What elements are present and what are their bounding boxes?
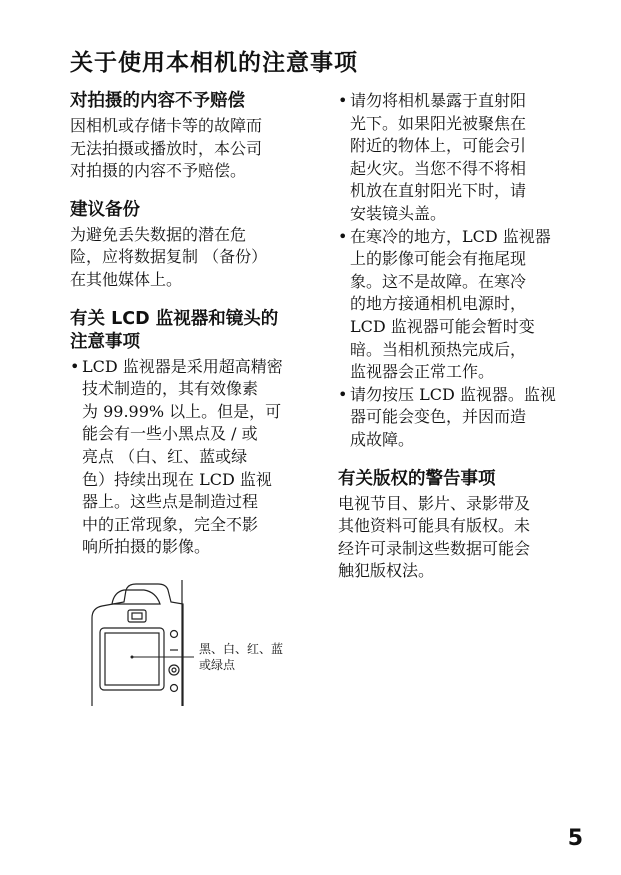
left-column xyxy=(70,90,315,559)
right-column xyxy=(338,90,578,583)
section-heading-lcd xyxy=(70,308,315,354)
text-line: 无法拍摄或播放时，本公司 xyxy=(70,138,263,158)
list-item-lcd-pixels: • LCD 监视器是采用超高精密 技术制造的，其有效像素 为 99.99% 以上。但是，可 能会有一些小黑点及 / 或 亮点 （白、红、蓝或绿 色）持续出现在 LCD 监视 器上。这些点是制造过程 中的正常现象，完全不影 响所拍摄的影像。 xyxy=(70,356,315,559)
section-heading-backup: 建议备份 xyxy=(70,199,140,220)
text-line: 经许可录制这些数据可能会 xyxy=(338,538,531,558)
page-title: 关于使用本相机的注意事项 xyxy=(70,50,358,76)
lcd-bullet-list xyxy=(70,356,315,559)
illustration-callout: 黑、白、红、蓝 或绿点 xyxy=(199,642,284,672)
no-compensation-text xyxy=(70,115,315,183)
text-line: 险，应将数据复制 （备份） xyxy=(70,247,268,267)
text-line: 因相机或存储卡等的故障而 xyxy=(70,116,263,135)
list-item-do-not-press: • 请勿按压 LCD 监视器。监视 器可能会变色，并因而造 成故障。 xyxy=(338,384,578,452)
heading-line: 有关 LCD 监视器和镜头的 xyxy=(70,308,279,329)
heading-line: 注意事项 xyxy=(70,331,140,352)
copyright-text xyxy=(338,493,578,583)
text-line: 为避免丢失数据的潜在危 xyxy=(70,224,247,244)
lcd-bullet-list-continued xyxy=(338,90,578,452)
page-number: 5 xyxy=(567,826,583,851)
text-line: 对拍摄的内容不予赔偿。 xyxy=(70,161,247,181)
section-heading-copyright: 有关版权的警告事项 xyxy=(338,468,496,489)
text-line: 在其他媒体上。 xyxy=(70,269,183,289)
list-item-cold-places: • 在寒冷的地方，LCD 监视器 上的影像可能会有拖尾现 象。这不是故障。在寒冷 的地方接通相机电源时， LCD 监视器可能会暂时变 暗。当相机预热完成后， 监视器会正常工作。 xyxy=(338,226,578,384)
text-line: 电视节目、影片、录影带及 xyxy=(338,493,531,513)
text-line: 触犯版权法。 xyxy=(338,561,435,581)
text-line: 其他资料可能具有版权。未 xyxy=(338,516,531,536)
backup-text xyxy=(70,224,315,292)
section-heading-no-compensation: 对拍摄的内容不予赔偿 xyxy=(70,91,245,111)
list-item-direct-sunlight: • 请勿将相机暴露于直射阳 光下。如果阳光被聚焦在 附近的物体上，可能会引 起火灾。当您不得不将相 机放在直射阳光下时，请 安装镜头盖。 xyxy=(338,90,578,226)
